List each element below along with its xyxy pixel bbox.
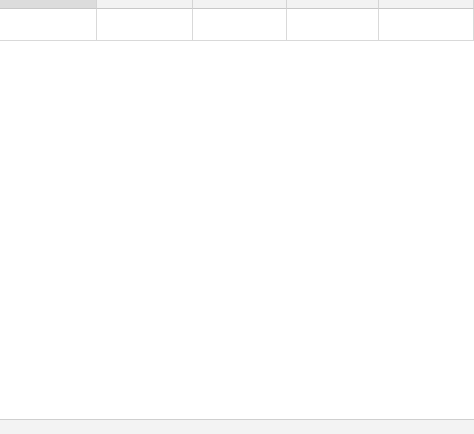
column-header-c[interactable]	[193, 0, 287, 9]
status-bar	[0, 419, 474, 434]
column-header-d[interactable]	[287, 0, 379, 9]
header-cell-coordinateur[interactable]	[287, 9, 379, 41]
header-cell-y[interactable]	[97, 9, 193, 41]
column-header-e[interactable]	[379, 0, 474, 9]
header-cell-site[interactable]	[379, 9, 474, 41]
header-cell-prefecture[interactable]	[193, 9, 287, 41]
header-cell-x[interactable]	[0, 9, 97, 41]
column-header-a[interactable]	[0, 0, 97, 9]
column-header-b[interactable]	[97, 0, 193, 9]
